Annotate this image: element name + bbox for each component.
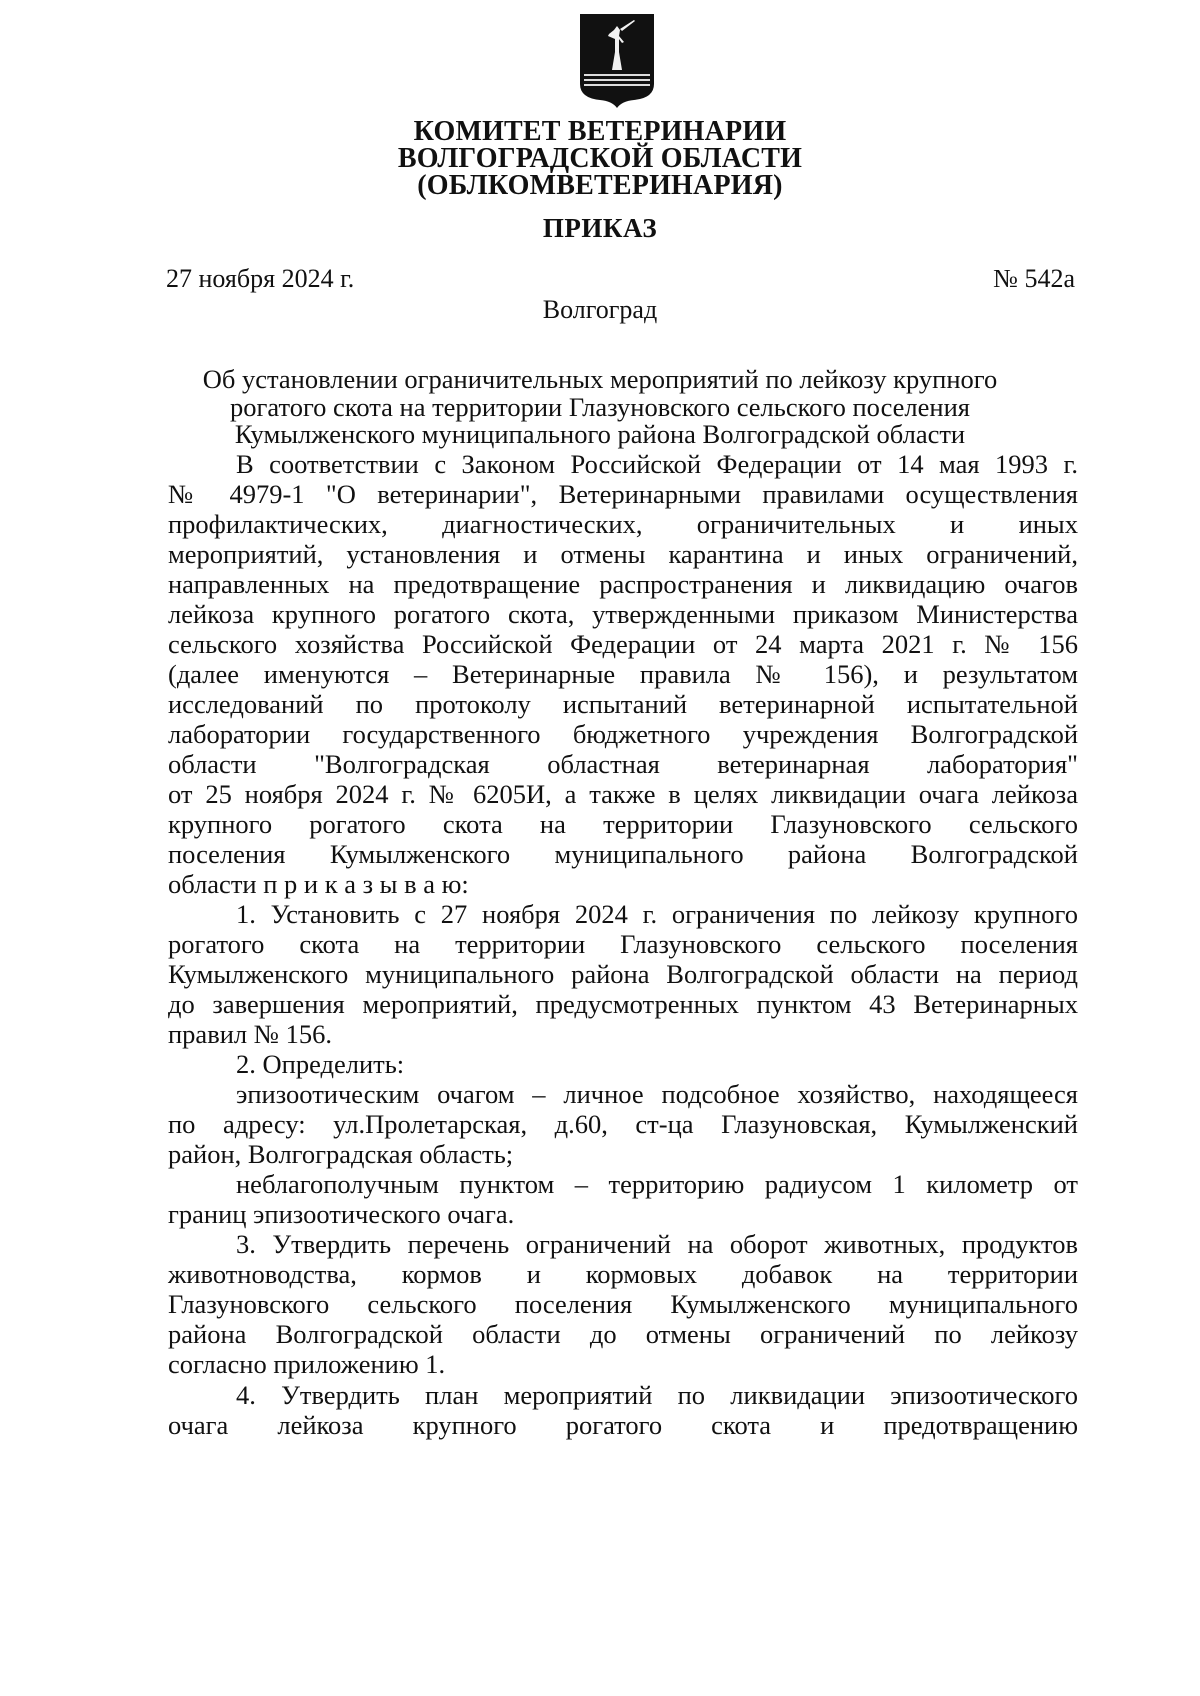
coat-of-arms-emblem <box>578 12 656 110</box>
body-line: 1. Установить с 27 ноября 2024 г. ограничения по лейкозу крупного <box>236 899 1078 929</box>
body-line: от 25 ноября 2024 г. № 6205И, а также в целях ликвидации очага лейкоза <box>168 779 1078 809</box>
document-type-title: ПРИКАЗ <box>542 213 658 243</box>
order-subject <box>180 366 1020 449</box>
body-line: мероприятий, установления и отмены карантина и иных ограничений, <box>168 539 1078 569</box>
body-line: исследований по протоколу испытаний ветеринарной испытательной <box>168 689 1078 719</box>
body-line: (далее именуются – Ветеринарные правила № 156), и результатом <box>168 659 1078 689</box>
order-city: Волгоград <box>542 295 658 324</box>
body-line: крупного рогатого скота на территории Глазуновского сельского <box>168 809 1078 839</box>
body-line: сельского хозяйства Российской Федерации от 24 марта 2021 г. № 156 <box>168 629 1078 659</box>
body-line: 4. Утвердить план мероприятий по ликвидации эпизоотического <box>236 1380 1078 1410</box>
body-line: № 4979-1 "О ветеринарии", Ветеринарными правилами осуществления <box>168 479 1078 509</box>
subject-line: Об установлении ограничительных мероприятий по лейкозу крупного <box>202 364 998 394</box>
committee-name-line2: ВОЛГОГРАДСКОЙ ОБЛАСТИ <box>397 143 803 174</box>
body-line: очага лейкоза крупного рогатого скота и предотвращению <box>168 1410 1078 1440</box>
body-line: район, Волгоградская область; <box>168 1139 514 1169</box>
committee-abbreviation: (ОБЛКОМВЕТЕРИНАРИЯ) <box>417 170 783 201</box>
body-line: рогатого скота на территории Глазуновского сельского поселения <box>168 929 1078 959</box>
body-line: профилактических, диагностических, ограничительных и иных <box>168 509 1078 539</box>
body-line: района Волгоградской области до отмены ограничений по лейкозу <box>168 1319 1078 1349</box>
body-line: до завершения мероприятий, предусмотренных пунктом 43 Ветеринарных <box>168 989 1078 1019</box>
body-line: области "Волгоградская областная ветеринарная лаборатория" <box>168 749 1078 779</box>
body-line: 2. Определить: <box>236 1049 405 1079</box>
body-line: Глазуновского сельского поселения Кумылженского муниципального <box>168 1289 1078 1319</box>
body-line: В соответствии с Законом Российской Федерации от 14 мая 1993 г. <box>236 449 1078 479</box>
body-line: Кумылженского муниципального района Волгоградской области на период <box>168 959 1078 989</box>
order-date: 27 ноября 2024 г. <box>166 264 355 293</box>
order-number: № 542а <box>993 264 1075 293</box>
body-line: неблагополучным пунктом – территорию радиусом 1 километр от <box>236 1169 1078 1199</box>
body-line: животноводства, кормов и кормовых добавок на территории <box>168 1259 1078 1289</box>
subject-line: рогатого скота на территории Глазуновского сельского поселения <box>230 391 970 422</box>
committee-name-line1: КОМИТЕТ ВЕТЕРИНАРИИ <box>413 116 787 147</box>
body-line: по адресу: ул.Пролетарская, д.60, ст-ца Глазуновская, Кумылженский <box>168 1109 1078 1139</box>
body-line: согласно приложению 1. <box>168 1349 446 1379</box>
body-line: границ эпизоотического очага. <box>168 1199 515 1229</box>
body-line: лаборатории государственного бюджетного учреждения Волгоградской <box>168 719 1078 749</box>
body-line: области п р и к а з ы в а ю: <box>168 869 469 899</box>
body-line: 3. Утвердить перечень ограничений на оборот животных, продуктов <box>236 1229 1078 1259</box>
body-line: поселения Кумылженского муниципального района Волгоградской <box>168 839 1078 869</box>
body-line: лейкоза крупного рогатого скота, утвержденными приказом Министерства <box>168 599 1078 629</box>
body-line: правил № 156. <box>168 1019 333 1049</box>
body-line: эпизоотическим очагом – личное подсобное хозяйство, находящееся <box>236 1079 1078 1109</box>
body-line: направленных на предотвращение распространения и ликвидацию очагов <box>168 569 1078 599</box>
subject-line: Кумылженского муниципального района Волгоградской области <box>234 419 966 449</box>
